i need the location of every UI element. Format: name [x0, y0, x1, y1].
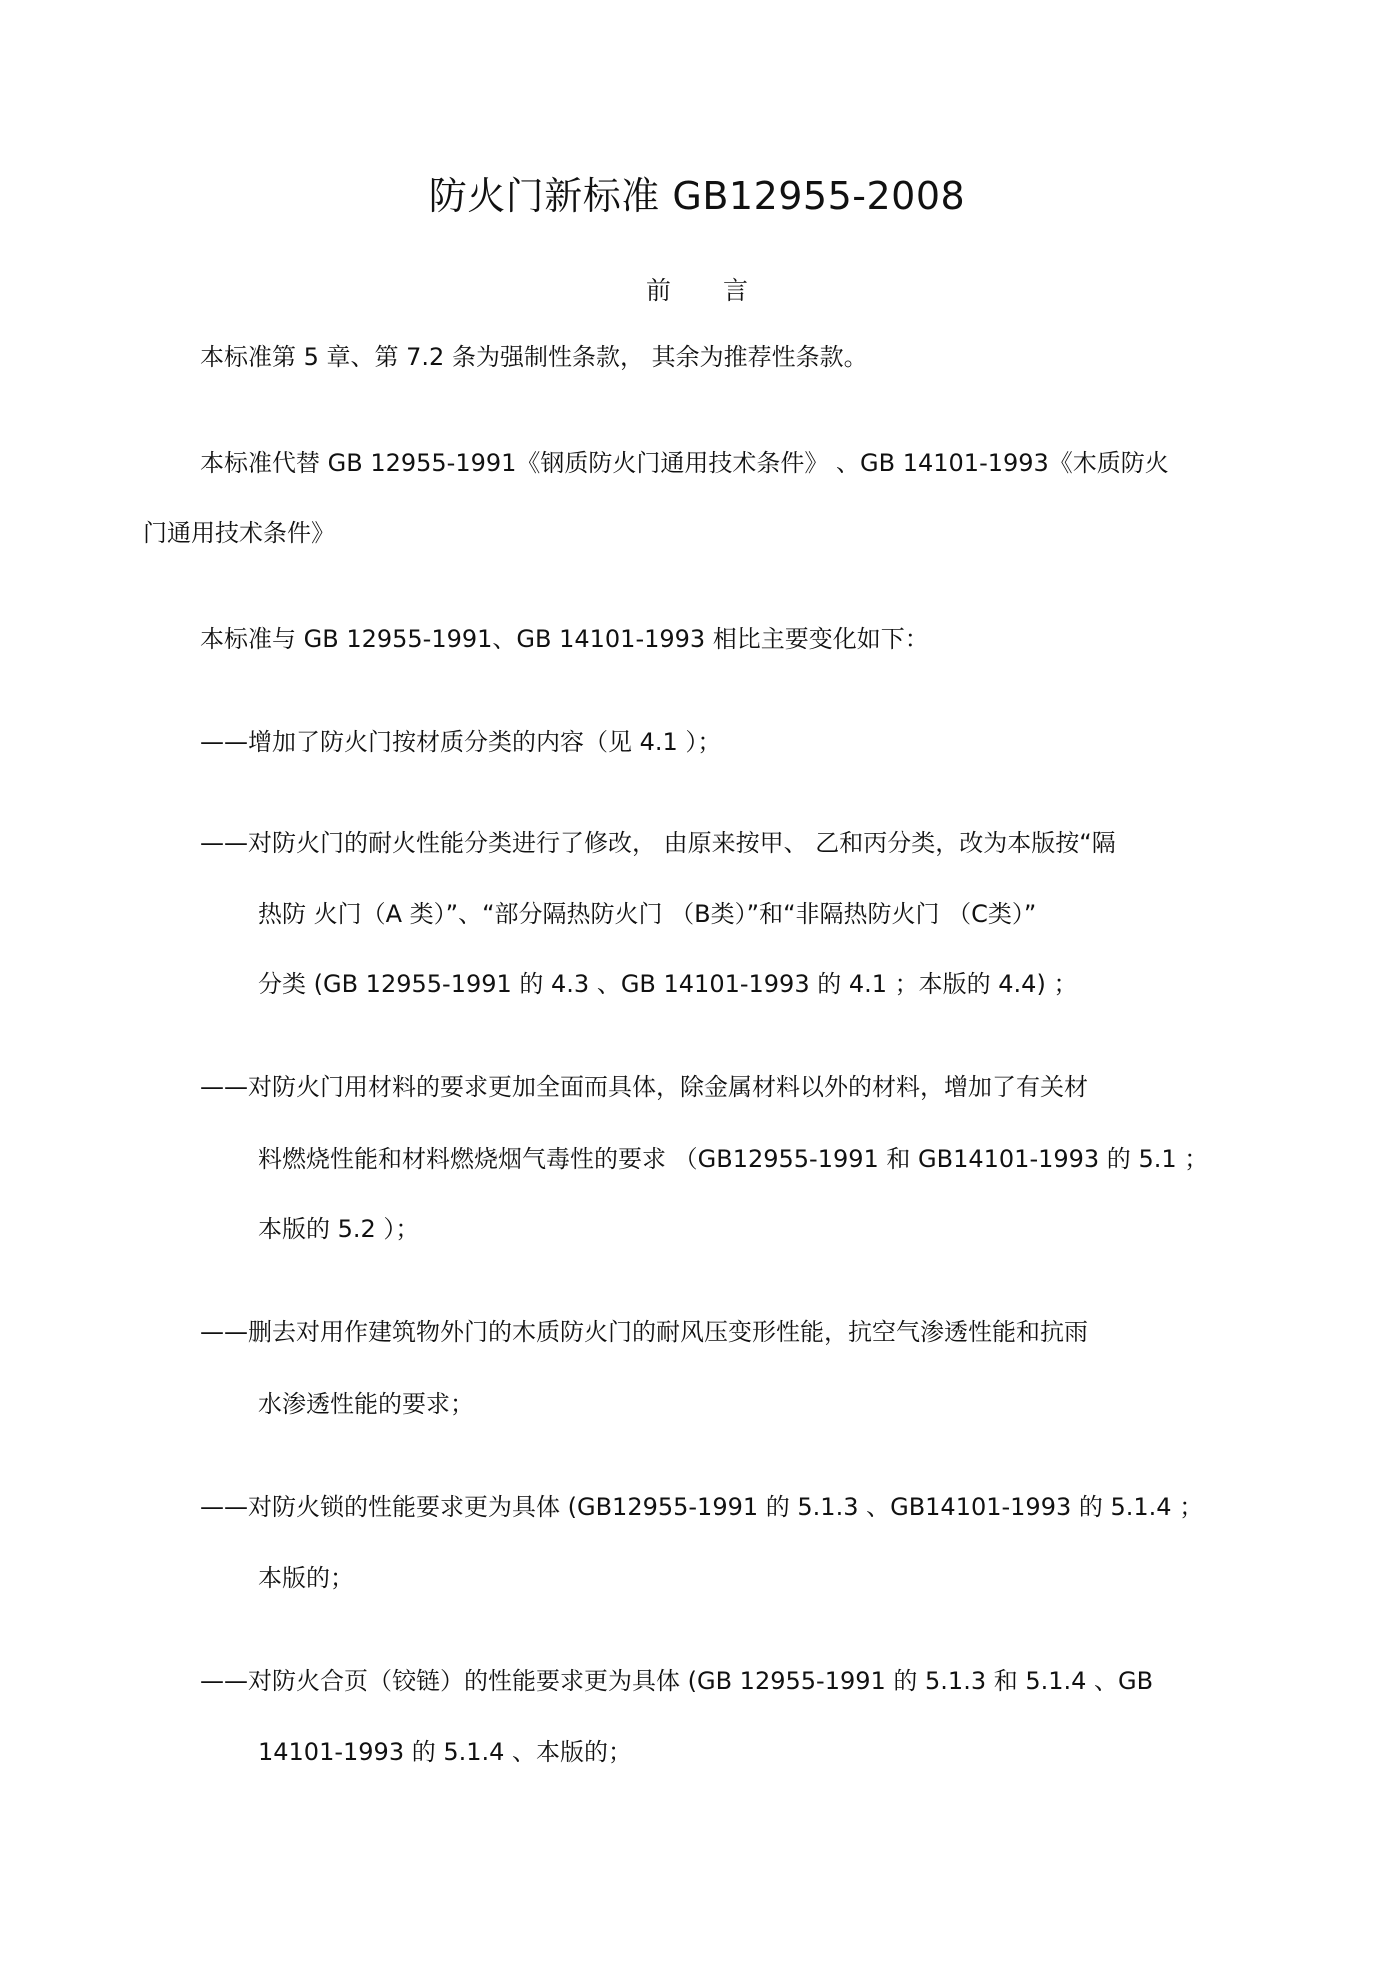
paragraph-replaces-line-1: 本标准代替 GB 12955-1991《钢质防火门通用技术条件》 、GB 14101-1993《木质防火 — [200, 449, 1169, 477]
change-item-6-line-1: ——对防火合页（铰链）的性能要求更为具体 (GB 12955-1991 的 5.1.3 和 5.1.4 、GB — [200, 1667, 1154, 1695]
paragraph-main-changes: 本标准与 GB 12955-1991、GB 14101-1993 相比主要变化如下： — [200, 625, 929, 653]
paragraph-mandatory-clauses: 本标准第 5 章、第 7.2 条为强制性条款， 其余为推荐性条款。 — [200, 343, 868, 371]
change-item-5-line-2: 本版的； — [258, 1564, 354, 1592]
paragraph-replaces-line-2: 门通用技术条件》 — [143, 519, 335, 547]
change-item-2-line-2: 热防 火门（A 类）”、“部分隔热防火门 （B类）”和“非隔热防火门 （C类）” — [258, 900, 1037, 928]
change-item-6-line-2: 14101-1993 的 5.1.4 、本版的； — [258, 1738, 633, 1766]
change-item-2-line-1: ——对防火门的耐火性能分类进行了修改， 由原来按甲、 乙和丙分类，改为本版按“隔 — [200, 829, 1116, 857]
change-item-3-line-3: 本版的 5.2 ）； — [258, 1215, 420, 1243]
change-item-3-line-2: 料燃烧性能和材料燃烧烟气毒性的要求 （GB12955-1991 和 GB14101-1993 的 5.1 ； — [258, 1145, 1209, 1173]
change-item-4-line-2: 水渗透性能的要求； — [258, 1390, 474, 1418]
section-heading-foreword: 前言 — [645, 276, 800, 305]
change-item-4-line-1: ——删去对用作建筑物外门的木质防火门的耐风压变形性能，抗空气渗透性能和抗雨 — [200, 1318, 1088, 1346]
change-item-3-line-1: ——对防火门用材料的要求更加全面而具体，除金属材料以外的材料，增加了有关材 — [200, 1073, 1088, 1101]
document-title: 防火门新标准 GB12955-2008 — [428, 174, 966, 218]
change-item-5-line-1: ——对防火锁的性能要求更为具体 (GB12955-1991 的 5.1.3 、GB14101-1993 的 5.1.4 ； — [200, 1493, 1204, 1521]
change-item-2-line-3: 分类 (GB 12955-1991 的 4.3 、GB 14101-1993 的 4.1 ；本版的 4.4) ； — [258, 970, 1078, 998]
change-item-1-line-1: ——增加了防火门按材质分类的内容（见 4.1 ）； — [200, 728, 722, 756]
